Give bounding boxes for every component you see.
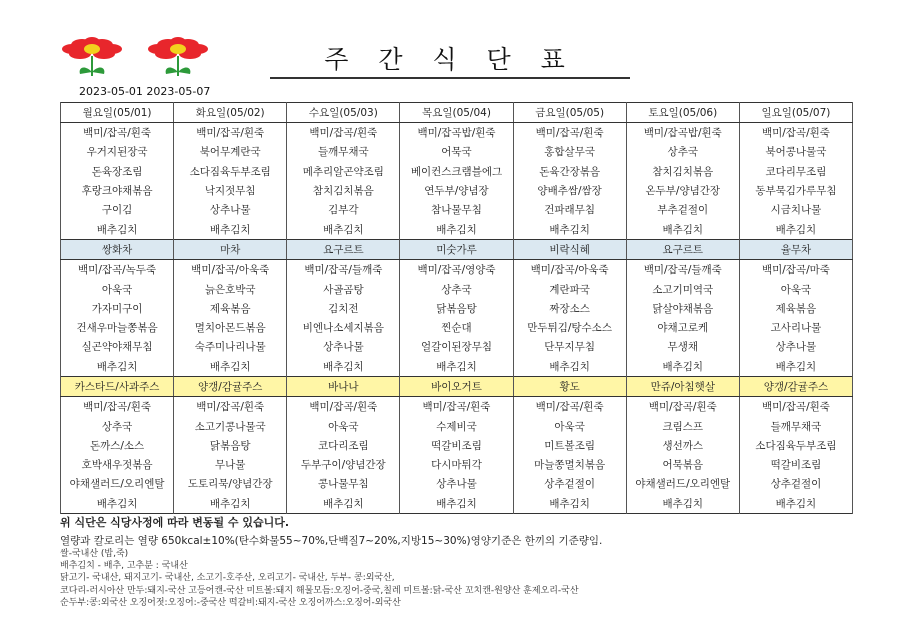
lunch-cell: 김치전 — [287, 299, 400, 318]
lunch-cell: 아욱국 — [61, 279, 174, 298]
lunch-cell: 상추나물 — [287, 337, 400, 356]
breakfast-cell: 백미/잡곡/흰죽 — [513, 123, 626, 143]
breakfast-cell: 김부각 — [287, 200, 400, 219]
lunch-cell: 멸치아몬드볶음 — [174, 318, 287, 337]
dinner-cell: 상추겉절이 — [513, 474, 626, 493]
lunch-cell: 비엔나소세지볶음 — [287, 318, 400, 337]
breakfast-cell: 백미/잡곡/흰죽 — [174, 123, 287, 143]
dinner-cell: 야채샐러드/오리엔탈 — [61, 474, 174, 493]
lunch-cell: 배추김치 — [513, 357, 626, 377]
origin-line: 쌀-국내산 (밥,죽) — [60, 549, 129, 559]
breakfast-cell: 배추김치 — [174, 219, 287, 239]
dinner-cell: 두부구이/양념간장 — [287, 455, 400, 474]
breakfast-cell: 시금치나물 — [739, 200, 852, 219]
breakfast-cell: 소다짐육두부조림 — [174, 162, 287, 181]
title-underline — [270, 77, 630, 79]
dinner-cell: 백미/잡곡/흰죽 — [626, 397, 739, 417]
breakfast-cell: 메추리알곤약조림 — [287, 162, 400, 181]
breakfast-cell: 돈육간장볶음 — [513, 162, 626, 181]
snack-pm-cell: 카스타드/사과주스 — [61, 376, 174, 396]
lunch-cell: 짜장소스 — [513, 299, 626, 318]
breakfast-cell: 건파래무침 — [513, 200, 626, 219]
lunch-cell: 아욱국 — [739, 279, 852, 298]
snack-am-cell: 요구르트 — [626, 239, 739, 259]
lunch-cell: 얼갈이된장무침 — [400, 337, 513, 356]
lunch-cell: 고사리나물 — [739, 318, 852, 337]
dinner-cell: 무나물 — [174, 455, 287, 474]
breakfast-row — [61, 200, 853, 219]
date-range: 2023-05-01 2023-05-07 — [79, 85, 211, 98]
dinner-cell: 돈까스/소스 — [61, 436, 174, 455]
breakfast-row — [61, 181, 853, 200]
snack-pm-cell: 양갱/감귤주스 — [739, 376, 852, 396]
day-header-fri: 금요일(05/05) — [513, 103, 626, 123]
breakfast-cell: 배추김치 — [626, 219, 739, 239]
dinner-cell: 배추김치 — [61, 494, 174, 514]
breakfast-cell: 온두부/양념간장 — [626, 181, 739, 200]
breakfast-cell: 홍합살무국 — [513, 142, 626, 161]
breakfast-cell: 배추김치 — [61, 219, 174, 239]
dinner-cell: 상추겉절이 — [739, 474, 852, 493]
lunch-cell: 배추김치 — [400, 357, 513, 377]
dinner-cell: 다시마튀각 — [400, 455, 513, 474]
breakfast-cell: 참치김치볶음 — [287, 181, 400, 200]
snack-am-cell: 요구르트 — [287, 239, 400, 259]
dinner-cell: 어묵볶음 — [626, 455, 739, 474]
lunch-cell: 닭볶음탕 — [400, 299, 513, 318]
lunch-cell: 백미/잡곡/들깨죽 — [287, 260, 400, 280]
lunch-cell: 백미/잡곡/들깨죽 — [626, 260, 739, 280]
snack-am-cell: 마차 — [174, 239, 287, 259]
lunch-row — [61, 337, 853, 356]
lunch-cell: 닭살야채볶음 — [626, 299, 739, 318]
dinner-cell: 미트볼조림 — [513, 436, 626, 455]
dinner-cell: 백미/잡곡/흰죽 — [739, 397, 852, 417]
breakfast-cell: 북어무계란국 — [174, 142, 287, 161]
dinner-cell: 소다짐육두부조림 — [739, 436, 852, 455]
origin-line: 배추김치 - 배추, 고추분 : 국내산 — [60, 561, 188, 572]
breakfast-cell: 들깨무채국 — [287, 142, 400, 161]
snack-pm-row — [61, 376, 853, 396]
dinner-cell: 배추김치 — [739, 494, 852, 514]
breakfast-cell: 배추김치 — [739, 219, 852, 239]
dinner-cell: 백미/잡곡/흰죽 — [61, 397, 174, 417]
origin-line: 닭고기- 국내산, 돼지고기- 국내산, 소고기-호주산, 오리고기- 국내산, 두부- 콩:외국산, — [60, 573, 395, 584]
lunch-cell: 상추국 — [400, 279, 513, 298]
lunch-cell: 제육볶음 — [174, 299, 287, 318]
dinner-cell: 배추김치 — [174, 494, 287, 514]
day-header-wed: 수요일(05/03) — [287, 103, 400, 123]
breakfast-cell: 부추겉절이 — [626, 200, 739, 219]
dinner-cell: 아욱국 — [513, 416, 626, 435]
lunch-cell: 야채고로케 — [626, 318, 739, 337]
lunch-row — [61, 318, 853, 337]
day-header-thu: 목요일(05/04) — [400, 103, 513, 123]
snack-am-row — [61, 239, 853, 259]
lunch-cell: 배추김치 — [174, 357, 287, 377]
dinner-cell: 생선까스 — [626, 436, 739, 455]
lunch-row — [61, 260, 853, 280]
lunch-cell: 배추김치 — [61, 357, 174, 377]
lunch-cell: 배추김치 — [626, 357, 739, 377]
weekly-menu-table — [60, 102, 853, 514]
dinner-cell: 상추국 — [61, 416, 174, 435]
breakfast-row — [61, 142, 853, 161]
breakfast-cell: 낙지젓무침 — [174, 181, 287, 200]
breakfast-cell: 상추나물 — [174, 200, 287, 219]
breakfast-cell: 참치김치볶음 — [626, 162, 739, 181]
breakfast-cell: 배추김치 — [400, 219, 513, 239]
flower-logo — [62, 36, 212, 80]
origin-line: 순두부:콩:외국산 오징어젓:오징어:-중국산 떡갈비:돼지-국산 오징어까스:오징어-외국산 — [60, 597, 401, 608]
lunch-cell: 백미/잡곡/아욱죽 — [513, 260, 626, 280]
lunch-cell: 찐순대 — [400, 318, 513, 337]
breakfast-cell: 상추국 — [626, 142, 739, 161]
lunch-cell: 가자미구이 — [61, 299, 174, 318]
breakfast-cell: 코다리무조림 — [739, 162, 852, 181]
dinner-cell: 상추나물 — [400, 474, 513, 493]
breakfast-cell: 동부묵김가루무침 — [739, 181, 852, 200]
breakfast-cell: 어묵국 — [400, 142, 513, 161]
lunch-cell: 사골곰탕 — [287, 279, 400, 298]
dinner-cell: 배추김치 — [287, 494, 400, 514]
breakfast-cell: 우거지된장국 — [61, 142, 174, 161]
dinner-cell: 야채샐러드/오리엔탈 — [626, 474, 739, 493]
breakfast-cell: 후랑크야채볶음 — [61, 181, 174, 200]
lunch-row — [61, 357, 853, 377]
breakfast-cell: 연두부/양념장 — [400, 181, 513, 200]
dinner-cell: 닭볶음탕 — [174, 436, 287, 455]
origin-line: 코다리-러시아산 만두:돼지-국산 고등어캔-국산 미트볼:돼지 해물모듬:오징어-중국,칠레 미트볼:닭-국산 꼬치캔-원양산 훈제오리-국산 — [60, 585, 579, 596]
dinner-cell: 백미/잡곡/흰죽 — [174, 397, 287, 417]
lunch-cell: 백미/잡곡/녹두죽 — [61, 260, 174, 280]
breakfast-cell: 백미/잡곡밥/흰죽 — [626, 123, 739, 143]
breakfast-cell: 구이김 — [61, 200, 174, 219]
lunch-cell: 만두튀김/탕수소스 — [513, 318, 626, 337]
lunch-cell: 계란파국 — [513, 279, 626, 298]
dinner-cell: 떡갈비조림 — [400, 436, 513, 455]
dinner-cell: 호박새우젓볶음 — [61, 455, 174, 474]
menu-body — [61, 123, 853, 514]
dinner-cell: 백미/잡곡/흰죽 — [400, 397, 513, 417]
snack-pm-cell: 양갱/감귤주스 — [174, 376, 287, 396]
lunch-cell: 실곤약야채무침 — [61, 337, 174, 356]
snack-pm-cell: 바이오거트 — [400, 376, 513, 396]
lunch-cell: 단무지무침 — [513, 337, 626, 356]
breakfast-cell: 돈육장조림 — [61, 162, 174, 181]
notice-calorie: 열량과 칼로리는 열량 650kcal±10%(탄수화물55~70%,단백질7~20%,지방15~30%)영양기준은 한끼의 기준량임. — [60, 535, 603, 547]
lunch-row — [61, 279, 853, 298]
day-header-sat: 토요일(05/06) — [626, 103, 739, 123]
lunch-cell: 백미/잡곡/영양죽 — [400, 260, 513, 280]
snack-am-cell: 율무차 — [739, 239, 852, 259]
breakfast-cell: 참나물무침 — [400, 200, 513, 219]
snack-am-cell: 쌍화차 — [61, 239, 174, 259]
lunch-cell: 배추김치 — [287, 357, 400, 377]
dinner-row — [61, 494, 853, 514]
dinner-cell: 마늘쫑멸치볶음 — [513, 455, 626, 474]
breakfast-cell: 배추김치 — [287, 219, 400, 239]
breakfast-cell: 백미/잡곡/흰죽 — [287, 123, 400, 143]
notice-change: 위 식단은 식당사정에 따라 변동될 수 있습니다. — [60, 516, 290, 529]
breakfast-row — [61, 219, 853, 239]
page-title: 주 간 식 단 표 — [324, 45, 576, 74]
dinner-cell: 백미/잡곡/흰죽 — [287, 397, 400, 417]
dinner-cell: 배추김치 — [626, 494, 739, 514]
dinner-cell: 코다리조림 — [287, 436, 400, 455]
dinner-cell: 크림스프 — [626, 416, 739, 435]
snack-pm-cell: 만쥬/아침햇살 — [626, 376, 739, 396]
dinner-row — [61, 416, 853, 435]
flower-right-icon — [148, 37, 208, 76]
lunch-cell: 배추김치 — [739, 357, 852, 377]
day-header-sun: 일요일(05/07) — [739, 103, 852, 123]
breakfast-cell: 백미/잡곡밥/흰죽 — [400, 123, 513, 143]
dinner-cell: 백미/잡곡/흰죽 — [513, 397, 626, 417]
snack-pm-cell: 황도 — [513, 376, 626, 396]
lunch-cell: 백미/잡곡/아욱죽 — [174, 260, 287, 280]
dinner-cell: 콩나물무침 — [287, 474, 400, 493]
breakfast-row — [61, 162, 853, 181]
dinner-cell: 아욱국 — [287, 416, 400, 435]
lunch-cell: 늙은호박국 — [174, 279, 287, 298]
dinner-row — [61, 397, 853, 417]
lunch-cell: 무생채 — [626, 337, 739, 356]
day-header-row — [61, 103, 853, 123]
dinner-cell: 소고기콩나물국 — [174, 416, 287, 435]
lunch-cell: 제육볶음 — [739, 299, 852, 318]
snack-pm-cell: 바나나 — [287, 376, 400, 396]
lunch-cell: 소고기미역국 — [626, 279, 739, 298]
snack-am-cell: 미숫가루 — [400, 239, 513, 259]
dinner-cell: 배추김치 — [400, 494, 513, 514]
breakfast-cell: 베이컨스크램블에그 — [400, 162, 513, 181]
lunch-cell: 숙주미나리나물 — [174, 337, 287, 356]
dinner-row — [61, 436, 853, 455]
day-header-tue: 화요일(05/02) — [174, 103, 287, 123]
dinner-cell: 들깨무채국 — [739, 416, 852, 435]
lunch-row — [61, 299, 853, 318]
breakfast-cell: 북어콩나물국 — [739, 142, 852, 161]
flower-left-icon — [62, 37, 122, 76]
lunch-cell: 상추나물 — [739, 337, 852, 356]
breakfast-row — [61, 123, 853, 143]
breakfast-cell: 백미/잡곡/흰죽 — [61, 123, 174, 143]
lunch-cell: 건새우마늘쫑볶음 — [61, 318, 174, 337]
dinner-cell: 배추김치 — [513, 494, 626, 514]
dinner-row — [61, 474, 853, 493]
breakfast-cell: 양배추쌈/쌈장 — [513, 181, 626, 200]
dinner-cell: 도토리묵/양념간장 — [174, 474, 287, 493]
origin-info — [60, 548, 579, 609]
lunch-cell: 백미/잡곡/마죽 — [739, 260, 852, 280]
dinner-cell: 떡갈비조림 — [739, 455, 852, 474]
dinner-row — [61, 455, 853, 474]
snack-am-cell: 비락식혜 — [513, 239, 626, 259]
day-header-mon: 월요일(05/01) — [61, 103, 174, 123]
dinner-cell: 수제비국 — [400, 416, 513, 435]
breakfast-cell: 백미/잡곡/흰죽 — [739, 123, 852, 143]
breakfast-cell: 배추김치 — [513, 219, 626, 239]
